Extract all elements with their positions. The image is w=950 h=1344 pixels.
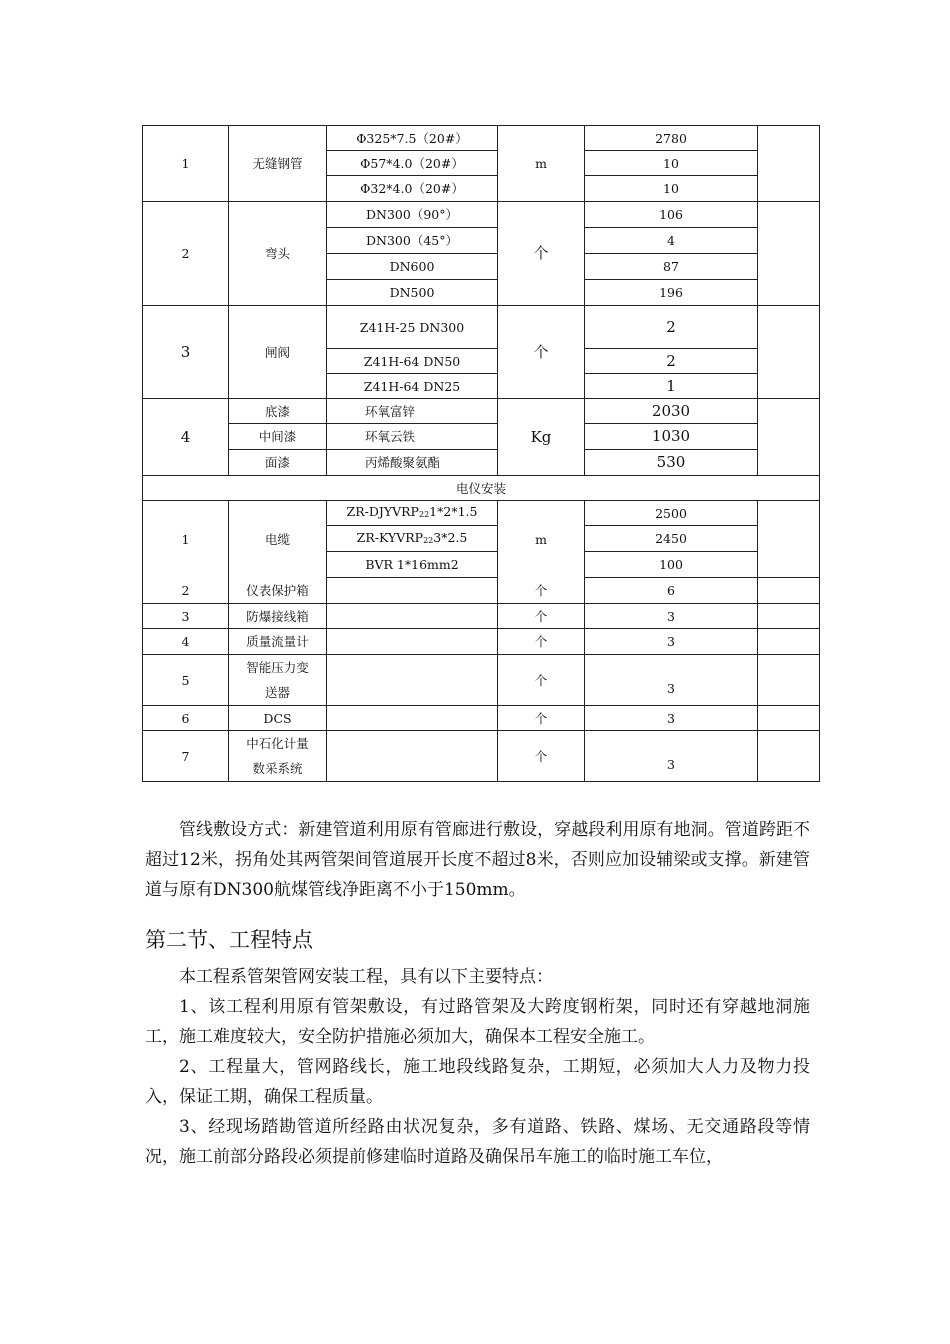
item-name: DCS (229, 706, 327, 731)
pipeline-laying-paragraph (145, 815, 810, 905)
item-spec (327, 578, 498, 604)
quantity-value: 3 (667, 680, 675, 696)
item-quantity: 196 (585, 280, 758, 306)
item-name: 闸阀 (229, 306, 327, 399)
item-name: 弯头 (229, 202, 327, 306)
item-quantity: 2030 (585, 399, 758, 424)
item-spec: 环氧富锌 (327, 399, 498, 424)
item-quantity: 3 (585, 629, 758, 655)
item-spec: DN300（90°） (327, 202, 498, 228)
item-spec: Z41H-64 DN25 (327, 374, 498, 399)
item-name: 电缆 (229, 501, 327, 578)
item-spec: Φ57*4.0（20#） (327, 151, 498, 176)
item-name: 底漆 (229, 399, 327, 424)
item-spec (327, 731, 498, 782)
item-remark (758, 706, 820, 731)
item-name: 质量流量计 (229, 629, 327, 655)
table-row (143, 578, 820, 604)
item-quantity: 87 (585, 254, 758, 280)
item-remark (758, 126, 820, 202)
item-spec: DN300（45°） (327, 228, 498, 254)
item-quantity: 10 (585, 151, 758, 176)
item-unit: 个 (498, 604, 585, 629)
item-name: 面漆 (229, 450, 327, 476)
item-spec: DN600 (327, 254, 498, 280)
section-title: 电仪安装 (143, 476, 820, 501)
item-remark (758, 306, 820, 399)
intro-text: 本工程系管架管网安装工程，具有以下主要特点： (179, 967, 553, 987)
item-remark (758, 501, 820, 578)
item-quantity: 100 (585, 552, 758, 578)
item-number: 3 (143, 604, 229, 629)
item-remark (758, 604, 820, 629)
spec-tail: 3*2.5 (433, 529, 468, 545)
table-row (143, 450, 820, 476)
item-spec: DN500 (327, 280, 498, 306)
item-quantity: 106 (585, 202, 758, 228)
item-remark (758, 399, 820, 476)
feature-point: 1、该工程利用原有管架敷设，有过路管架及大跨度钢桁架，同时还有穿越地洞施工，施工难度较大，安全防护措施必须加大，确保本工程安全施工。 (145, 997, 810, 1047)
item-spec: Φ325*7.5（20#） (327, 126, 498, 151)
table-row (143, 476, 820, 501)
item-spec (327, 604, 498, 629)
item-quantity: 2 (585, 306, 758, 349)
item-quantity: 3 (585, 706, 758, 731)
table-row (143, 501, 820, 526)
item-unit: m (498, 126, 585, 202)
table-row (143, 629, 820, 655)
item-name: 仪表保护箱 (229, 578, 327, 604)
item-name: 无缝钢管 (229, 126, 327, 202)
table-row (143, 731, 820, 782)
item-number: 1 (143, 501, 229, 578)
item-unit: 个 (498, 655, 585, 706)
table-row (143, 306, 820, 349)
item-remark (758, 202, 820, 306)
item-spec (327, 629, 498, 655)
item-number: 2 (143, 578, 229, 604)
item-spec: 丙烯酸聚氨酯 (327, 450, 498, 476)
item-quantity: 530 (585, 450, 758, 476)
feature-point: 2、工程量大，管网路线长，施工地段线路复杂，工期短，必须加大人力及物力投入，保证工期，确保工程质量。 (145, 1057, 810, 1107)
item-name: 中石化计量数采系统 (229, 731, 327, 782)
item-quantity: 4 (585, 228, 758, 254)
item-quantity: 2 (585, 349, 758, 374)
item-number: 6 (143, 706, 229, 731)
item-quantity: 3 (585, 604, 758, 629)
material-table (142, 125, 820, 782)
item-quantity: 2500 (585, 501, 758, 526)
item-quantity: 2450 (585, 526, 758, 552)
spec-tail: 1*2*1.5 (429, 504, 478, 519)
item-quantity (585, 655, 758, 706)
item-number: 3 (143, 306, 229, 399)
spec-main: ZR-KYVRP (356, 529, 424, 545)
item-unit: 个 (498, 731, 585, 782)
item-number: 7 (143, 731, 229, 782)
item-quantity: 1030 (585, 424, 758, 450)
item-quantity: 2780 (585, 126, 758, 151)
item-spec: 环氧云铁 (327, 424, 498, 450)
item-remark (758, 629, 820, 655)
item-spec: Z41H-64 DN50 (327, 349, 498, 374)
table-row (143, 604, 820, 629)
item-unit: 个 (498, 629, 585, 655)
item-quantity (585, 731, 758, 782)
item-spec (327, 501, 498, 526)
spec-main: ZR-DJYVRP (346, 504, 419, 519)
item-remark (758, 655, 820, 706)
item-unit: 个 (498, 306, 585, 399)
item-spec (327, 655, 498, 706)
item-number: 4 (143, 629, 229, 655)
item-number: 4 (143, 399, 229, 476)
item-remark (758, 578, 820, 604)
item-unit: 个 (498, 202, 585, 306)
item-remark (758, 731, 820, 782)
quantity-value: 3 (667, 756, 675, 772)
item-spec (327, 706, 498, 731)
item-number: 5 (143, 655, 229, 706)
item-name: 智能压力变送器 (229, 655, 327, 706)
table-row (143, 202, 820, 228)
features-body (145, 962, 810, 1172)
item-number: 1 (143, 126, 229, 202)
item-spec: Φ32*4.0（20#） (327, 176, 498, 202)
item-name: 中间漆 (229, 424, 327, 450)
item-unit: Kg (498, 399, 585, 476)
section-heading: 第二节、工程特点 (145, 928, 313, 952)
item-number: 2 (143, 202, 229, 306)
table-row (143, 706, 820, 731)
spec-subscript: 22 (418, 510, 430, 519)
item-quantity: 6 (585, 578, 758, 604)
item-quantity: 10 (585, 176, 758, 202)
table-row (143, 655, 820, 706)
spec-main: BVR 1*16mm2 (365, 557, 459, 572)
table-row (143, 126, 820, 151)
item-spec: Z41H-25 DN300 (327, 306, 498, 349)
item-unit: 个 (498, 706, 585, 731)
item-unit: m (498, 501, 585, 578)
item-name: 防爆接线箱 (229, 604, 327, 629)
spec-subscript: 22 (423, 535, 434, 545)
table-row (143, 399, 820, 424)
item-spec (327, 552, 498, 578)
feature-point: 3、经现场踏勘管道所经路由状况复杂，多有道路、铁路、煤场、无交通路段等情况，施工前部分路段必须提前修建临时道路及确保吊车施工的临时施工车位， (145, 1117, 810, 1167)
item-spec (327, 526, 498, 552)
paragraph-text: 管线敷设方式：新建管道利用原有管廊进行敷设，穿越段利用原有地洞。管道跨距不超过12米，拐角处其两管架间管道展开长度不超过8米，否则应加设辅梁或支撑。新建管道与原有DN300航煤管线净距离不小于150mm。 (145, 820, 810, 900)
item-quantity: 1 (585, 374, 758, 399)
table-row (143, 424, 820, 450)
item-unit: 个 (498, 578, 585, 604)
